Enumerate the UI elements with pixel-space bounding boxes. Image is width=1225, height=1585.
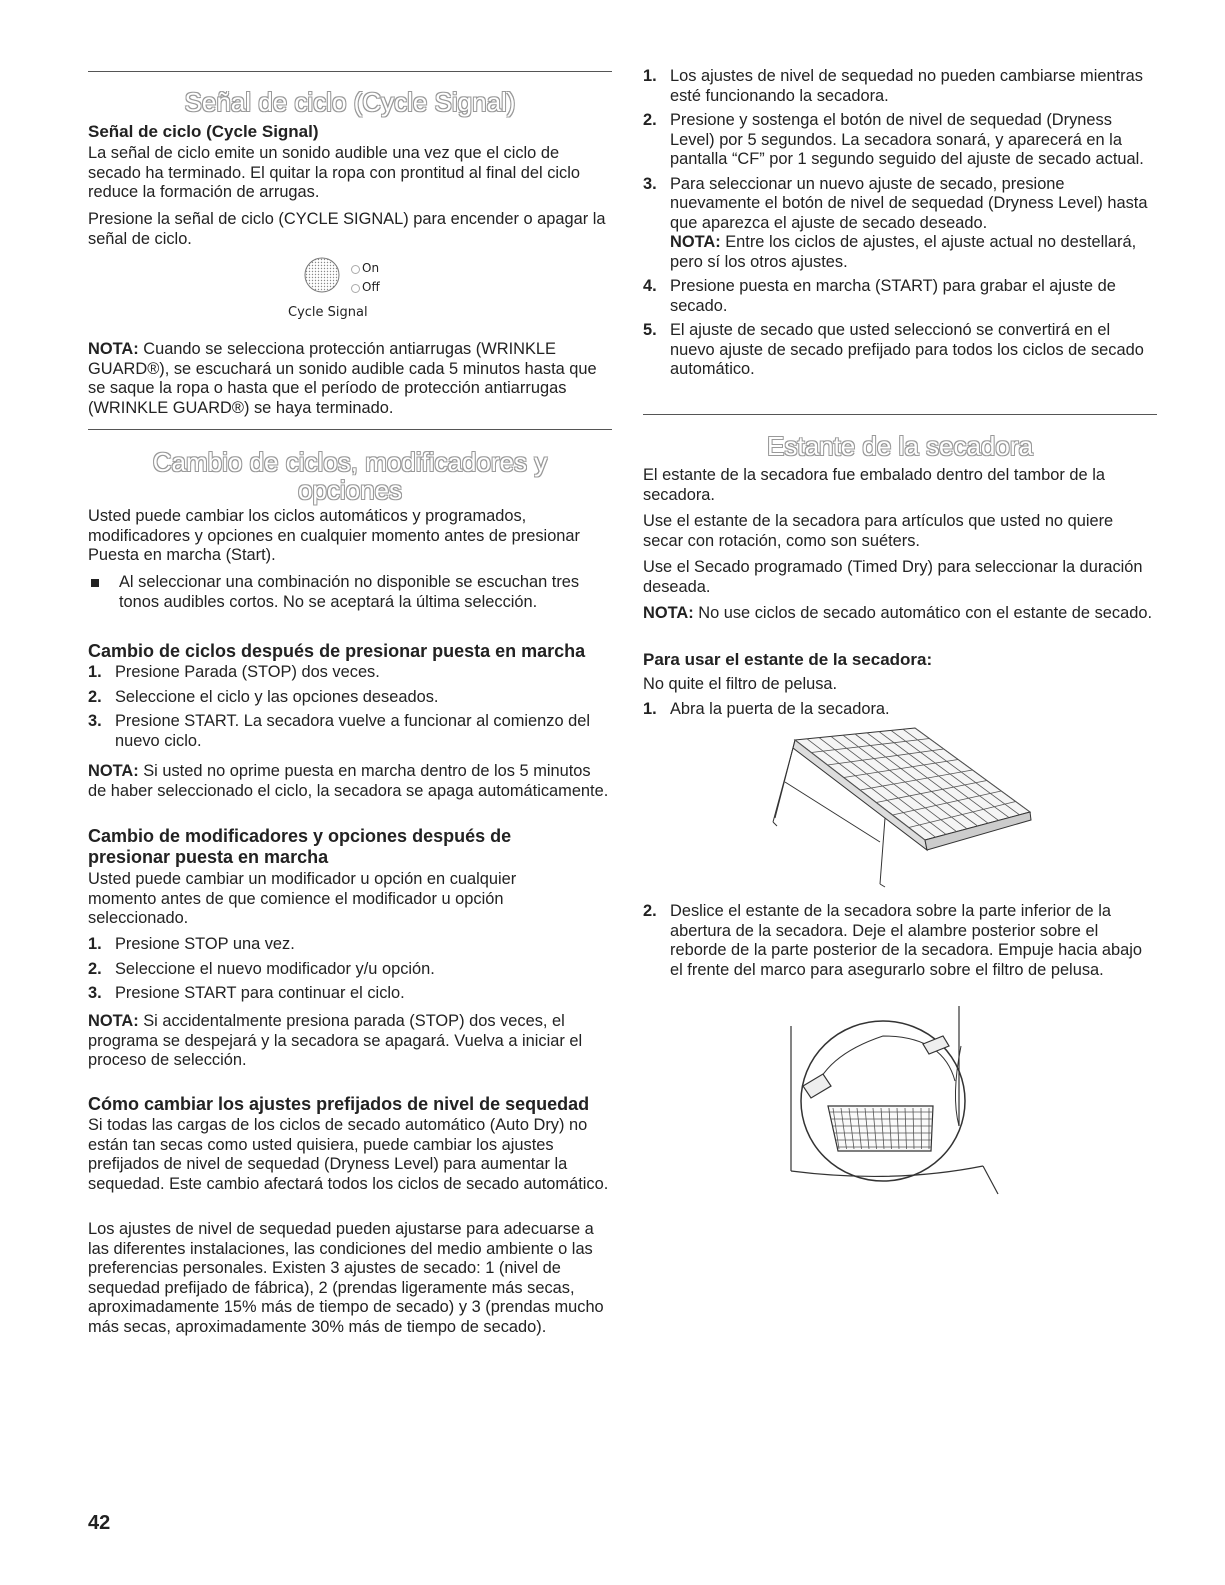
change-modifiers-paragraph: Usted puede cambiar un modificador u opción en cualquier momento antes de que comience el modificador u opción seleccionado.: [88, 870, 517, 927]
note-text: Cuando se selecciona protección antiarrugas (WRINKLE GUARD®), se escuchará un sonido audible cada 5 minutos hasta que se saque la ropa o hasta que el período de protección antiarrugas (WRINKLE GUARD®) se haya terminado.: [88, 340, 597, 417]
section-title-cycle-signal: Señal de ciclo (Cycle Signal): [184, 87, 516, 117]
list-item: 1. Los ajustes de nivel de sequedad no pueden cambiarse mientras esté funcionando la secadora.: [643, 67, 1143, 105]
cycle-signal-caption: Cycle Signal: [288, 305, 368, 320]
list-item: 3. Presione START para continuar el ciclo.: [88, 984, 405, 1002]
rack-heading: Para usar el estante de la secadora:: [643, 650, 933, 669]
list-item: 2. Seleccione el ciclo y las opciones deseados.: [88, 687, 439, 706]
page-number: 42: [88, 1512, 111, 1534]
rack-step-1: [643, 700, 1157, 720]
dryness-level-heading: Cómo cambiar los ajustes prefijados de nivel de sequedad: [88, 1094, 590, 1114]
note-label: NOTA:: [88, 340, 139, 358]
list-item: 2. Deslice el estante de la secadora sobre la parte inferior de la abertura de la secadora. Deje el alambre posterior sobre el reborde de la parte posterior de la secadora. Empuje hacia abajo el frente del marco para asegurarlo sobre el filtro de pelusa.: [643, 902, 1142, 979]
section-divider: [643, 414, 1157, 415]
rack-paragraph-3: Use el Secado programado (Timed Dry) para seleccionar la duración deseada.: [643, 558, 1143, 596]
list-item: 2. Presione y sostenga el botón de nivel de sequedad (Dryness Level) por 5 segundos. La secadora sonará, y aparecerá en la pantalla “CF” por 1 segundo seguido del ajuste de secado actual.: [643, 111, 1144, 168]
off-label: Off: [362, 280, 380, 294]
dryness-steps-list: [643, 67, 1157, 380]
list-item: 3. Presione START. La secadora vuelve a funcionar al comienzo del nuevo ciclo.: [88, 712, 590, 750]
drum-rack-wire: [921, 1108, 922, 1149]
step-note: NOTA: Entre los ciclos de ajustes, el ajuste actual no destellará, pero sí los otros ajustes.: [670, 233, 1137, 271]
list-item: 1. Abra la puerta de la secadora.: [643, 700, 890, 718]
list-item: 1. Presione STOP una vez.: [88, 935, 295, 953]
on-indicator-icon: [351, 265, 360, 274]
change-modifiers-heading: Cambio de modificadores y opciones después de presionar puesta en marcha: [88, 826, 512, 867]
list-item: 2. Seleccione el nuevo modificador y/u opción.: [88, 959, 435, 978]
bullet-item: Al seleccionar una combinación no disponible se escuchan tres tonos audibles cortos. No se aceptará la última selección.: [88, 573, 612, 612]
section-divider: [88, 429, 612, 430]
dryer-rack-illustration: [765, 722, 1045, 892]
section-divider: [88, 71, 612, 72]
list-item: 4. Presione puesta en marcha (START) para grabar el ajuste de secado.: [643, 277, 1116, 315]
rack-note: NOTA: No use ciclos de secado automático con el estante de secado.: [643, 604, 1152, 622]
section-title-dryer-rack: Estante de la secadora: [767, 431, 1033, 461]
cycle-signal-heading: Señal de ciclo (Cycle Signal): [88, 122, 319, 141]
bullet-square-icon: [91, 579, 99, 587]
change-cycles-note: NOTA: Si usted no oprime puesta en marcha dentro de los 5 minutos de haber seleccionado el ciclo, la secadora se apaga automáticamente.: [88, 762, 609, 800]
cycle-signal-instructions: Presione la señal de ciclo (CYCLE SIGNAL) para encender o apagar la señal de ciclo.: [88, 210, 606, 248]
list-item: 5. El ajuste de secado que usted seleccionó se convertirá en el nuevo ajuste de secado prefijado para todos los ciclos de secado automático.: [643, 321, 1144, 378]
cycle-signal-button-icon: [302, 255, 342, 295]
cycle-signal-note: [88, 340, 612, 418]
rack-paragraph-2: Use el estante de la secadora para artículos que usted no quiere secar con rotación, como son suéters.: [643, 512, 1114, 550]
cycle-signal-paragraph: La señal de ciclo emite un sonido audible una vez que el ciclo de secado ha terminado. El quitar la ropa con prontitud al final del ciclo reduce la formación de arrugas.: [88, 144, 581, 201]
dryness-level-paragraph-2: Los ajustes de nivel de sequedad pueden ajustarse para adecuarse a las diferentes instalaciones, las condiciones del medio ambiente o las preferencias personales. Existen 3 ajustes de secado: 1 (nivel de sequedad prefijado de fábrica), 2 (prendas ligeramente más secas, aproximadamente 15% más de tiempo de secado) y 3 (prendas mucho más secas, aproximadamente 30% más de tiempo de secado).: [88, 1220, 604, 1336]
rack-paragraph-4: No quite el filtro de pelusa.: [643, 675, 838, 693]
dryness-level-paragraph-1: Si todas las cargas de los ciclos de secado automático (Auto Dry) no están tan secas como usted quisiera, puede cambiar los ajustes prefijados de nivel de sequedad (Dryness Level) para aumentar la sequedad. Este cambio afectará todos los ciclos de secado automático.: [88, 1116, 609, 1193]
change-cycles-heading: Cambio de ciclos después de presionar puesta en marcha: [88, 641, 586, 661]
rack-step-2: [643, 902, 1157, 980]
list-item: 3. Para seleccionar un nuevo ajuste de secado, presione nuevamente el botón de nivel de sequedad (Dryness Level) hasta que aparezca el ajuste de secado deseado. NOTA: Entre los ciclos de ajustes, el ajuste actual no destellará, pero sí los otros ajustes.: [643, 175, 1157, 273]
change-modifiers-list: [88, 935, 612, 1004]
off-indicator-icon: [351, 284, 360, 293]
dryer-drum-illustration: [783, 1006, 1023, 1206]
section-title-change-cycles: Cambio de ciclos, modificadores y: [152, 447, 548, 477]
change-modifiers-note: NOTA: Si accidentalmente presiona parada (STOP) dos veces, el programa se despejará y la secadora se apagará. Vuelva a iniciar el proceso de selección.: [88, 1012, 583, 1069]
change-cycles-intro: Usted puede cambiar los ciclos automáticos y programados, modificadores y opciones en cualquier momento antes de presionar Puesta en marcha (Start).: [88, 507, 580, 564]
on-label: On: [362, 261, 380, 275]
cycle-signal-figure: [288, 253, 422, 321]
change-cycles-list: [88, 663, 612, 751]
section-title-change-cycles-2: opciones: [297, 475, 403, 505]
list-item: 1. Presione Parada (STOP) dos veces.: [88, 663, 380, 681]
rack-paragraph-1: El estante de la secadora fue embalado dentro del tambor de la secadora.: [643, 466, 1105, 504]
